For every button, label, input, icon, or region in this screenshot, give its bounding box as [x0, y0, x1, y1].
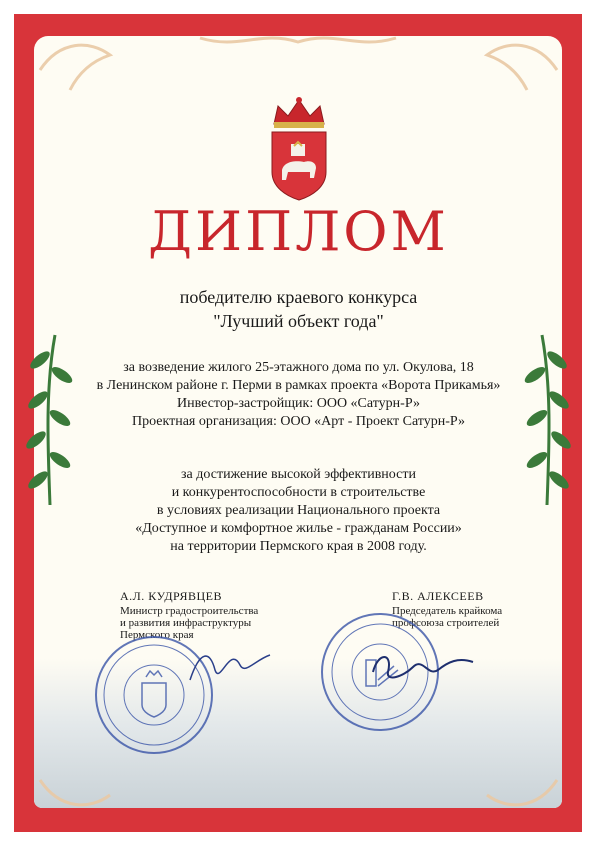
subtitle-line-1: победителю краевого конкурса [179, 287, 418, 307]
left-handwritten-signature-icon [185, 640, 275, 690]
right-handwritten-signature-icon [368, 642, 478, 692]
right-signatory-name: Г.В. АЛЕКСЕЕВ [392, 589, 484, 603]
left-signatory-position-1: Министр градостроительства [120, 605, 259, 617]
achievement-line-2: и конкурентоспособности в строительстве [171, 485, 426, 500]
right-signatory-position-1: Председатель крайкома [392, 605, 503, 617]
investor-line: Инвестор-застройщик: ООО «Сатурн-Р» [177, 396, 420, 411]
diploma-title: ДИПЛОМ [148, 200, 449, 263]
achievement-line-1: за достижение высокой эффективности [181, 467, 416, 482]
object-line-2: в Ленинском районе г. Перми в рамках проекта «Ворота Прикамья» [96, 378, 501, 393]
object-line-1: за возведение жилого 25-этажного дома по ул. Окулова, 18 [123, 360, 474, 375]
design-org-line: Проектная организация: ООО «Арт - Проект Сатурн-Р» [131, 414, 466, 429]
achievement-line-4: «Доступное и комфортное жилье - гражданам России» [135, 521, 462, 536]
subtitle-line-2: "Лучший объект года" [213, 311, 384, 331]
achievement-line-5: на территории Пермского края в 2008 году. [170, 539, 427, 554]
left-signatory-position-2: и развития инфраструктуры [120, 617, 252, 629]
right-signatory-position-2: профсоюза строителей [392, 617, 500, 629]
coat-of-arms-icon [264, 92, 334, 202]
left-signatory-name: А.Л. КУДРЯВЦЕВ [120, 589, 222, 603]
left-signatory-position-3: Пермского края [120, 629, 194, 641]
achievement-line-3: в условиях реализации Национального проекта [156, 503, 441, 518]
